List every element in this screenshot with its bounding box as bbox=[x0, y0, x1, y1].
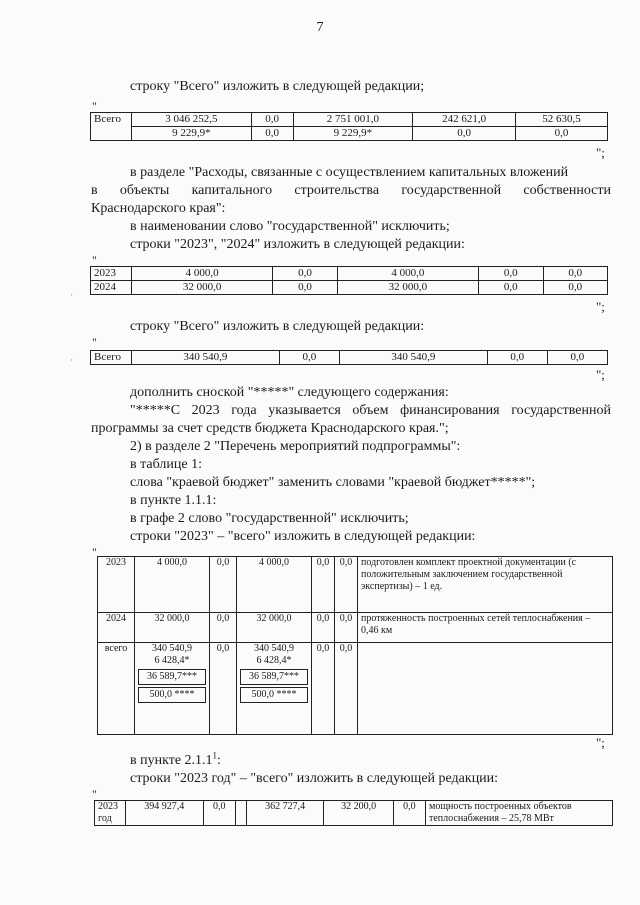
table-punkt-1-1-1 bbox=[97, 556, 613, 735]
cell: 9 229,9* bbox=[293, 127, 413, 141]
cell: 362 727,4 bbox=[246, 801, 324, 826]
para-razdel-line2: в объекты капитального строительства государственной собственности bbox=[91, 183, 611, 198]
cell-year: всего bbox=[98, 643, 135, 735]
cell-year bbox=[95, 801, 126, 826]
cell-result-text: протяженность построенных сетей теплоснабжения – 0,46 км bbox=[358, 613, 613, 643]
cell: 52 630,5 bbox=[516, 113, 608, 127]
cell: 0,0 bbox=[516, 127, 608, 141]
cell: 4 000,0 bbox=[132, 267, 273, 281]
close-quote: "; bbox=[596, 299, 605, 314]
cell: 0,0 bbox=[312, 643, 335, 735]
cell: 32 000,0 bbox=[135, 613, 210, 643]
cell: 0,0 bbox=[273, 281, 337, 295]
value: 500,0 **** bbox=[138, 687, 206, 703]
instruction-vsego-2: строку "Всего" изложить в следующей редакции: bbox=[130, 319, 425, 334]
instruction-stroki-vsego: строки "2023" – "всего" изложить в следующей редакции: bbox=[130, 529, 476, 544]
row-label: Всего bbox=[91, 113, 132, 141]
text: в пункте 2.1.1 bbox=[130, 753, 213, 768]
close-quote: "; bbox=[596, 367, 605, 382]
cell: 4 000,0 bbox=[237, 557, 312, 613]
cell: 0,0 bbox=[413, 127, 516, 141]
cell: 0,0 bbox=[543, 281, 608, 295]
cell: 4 000,0 bbox=[337, 267, 478, 281]
cell-empty bbox=[358, 643, 613, 735]
cell: 0,0 bbox=[210, 643, 237, 735]
cell: 32 200,0 bbox=[324, 801, 393, 826]
cell: 0,0 bbox=[210, 613, 237, 643]
cell: 0,0 bbox=[335, 613, 358, 643]
text: : bbox=[217, 753, 221, 768]
year-suffix: год bbox=[98, 813, 112, 824]
cell: 4 000,0 bbox=[135, 557, 210, 613]
page-number: 7 bbox=[316, 20, 324, 35]
cell: 394 927,4 bbox=[126, 801, 204, 826]
cell: 0,0 bbox=[547, 351, 607, 365]
cell: 0,0 bbox=[273, 267, 337, 281]
value: 6 428,4* bbox=[256, 655, 292, 666]
cell: 0,0 bbox=[312, 557, 335, 613]
close-quote: "; bbox=[596, 145, 605, 160]
year: 2023 bbox=[98, 801, 118, 812]
cell: 0,0 bbox=[479, 267, 543, 281]
cell-year: 2023 bbox=[98, 557, 135, 613]
close-quote: "; bbox=[596, 735, 605, 750]
instruction-punkt-2-1-1 bbox=[130, 752, 221, 770]
cell: 0,0 bbox=[251, 127, 293, 141]
instruction-stroki-god: строки "2023 год" – "всего" изложить в следующей редакции: bbox=[130, 771, 499, 786]
cell: 32 000,0 bbox=[132, 281, 273, 295]
cell: 0,0 bbox=[335, 557, 358, 613]
cell: 2 751 001,0 bbox=[293, 113, 413, 127]
cell: 0,0 bbox=[393, 801, 425, 826]
open-quote: " bbox=[92, 99, 97, 113]
superscript: 1 bbox=[212, 750, 218, 761]
para-razdel-line3: Краснодарского края": bbox=[91, 201, 226, 216]
open-quote: " bbox=[92, 335, 97, 349]
cell-subvalues bbox=[135, 643, 210, 735]
cell: 340 540,9 bbox=[339, 351, 487, 365]
table-vsego-2 bbox=[90, 350, 608, 365]
para-snoska-line2: программы за счет средств бюджета Краснодарского края."; bbox=[91, 421, 449, 436]
cell: 32 000,0 bbox=[237, 613, 312, 643]
instruction-punkt-1-1-1: в пункте 1.1.1: bbox=[130, 493, 217, 508]
value: 340 540,9 bbox=[152, 643, 192, 654]
instruction-slova: слова "краевой бюджет" заменить словами "краевой бюджет*****"; bbox=[130, 475, 536, 490]
margin-dot: · bbox=[70, 355, 73, 365]
table-punkt-2-1-1 bbox=[94, 800, 613, 826]
table-2023-2024 bbox=[90, 266, 608, 295]
para-razdel-line1: в разделе "Расходы, связанные с осуществлением капитальных вложений bbox=[130, 165, 569, 180]
cell-year: 2023 bbox=[91, 267, 132, 281]
cell: 340 540,9 bbox=[132, 351, 280, 365]
cell-empty bbox=[235, 801, 246, 826]
cell: 32 000,0 bbox=[337, 281, 478, 295]
instruction-razdel-2: 2) в разделе 2 "Перечень мероприятий подпрограммы": bbox=[130, 439, 461, 454]
cell-year: 2024 bbox=[91, 281, 132, 295]
cell: 9 229,9* bbox=[132, 127, 252, 141]
cell: 0,0 bbox=[487, 351, 547, 365]
open-quote: " bbox=[92, 787, 97, 801]
instruction-naimenovanie: в наименовании слово "государственной" исключить; bbox=[130, 219, 450, 234]
value: 36 589,7*** bbox=[240, 669, 308, 685]
value: 340 540,9 bbox=[254, 643, 294, 654]
instruction-vsego-1: строку "Всего" изложить в следующей редакции; bbox=[130, 79, 425, 94]
value: 500,0 **** bbox=[240, 687, 308, 703]
margin-dot: · bbox=[70, 290, 73, 300]
table-vsego-totals bbox=[90, 112, 608, 141]
cell-result-text: мощность построенных объектов теплоснабжения – 25,78 МВт bbox=[426, 801, 613, 826]
cell: 0,0 bbox=[203, 801, 235, 826]
para-snoska-line1: "*****С 2023 года указывается объем финансирования государственной bbox=[130, 403, 611, 418]
instruction-grafa-2: в графе 2 слово "государственной" исключить; bbox=[130, 511, 409, 526]
cell-result-text: подготовлен комплект проектной документации (с положительным заключением государственной экспертизы) – 1 ед. bbox=[358, 557, 613, 613]
value: 6 428,4* bbox=[154, 655, 190, 666]
cell-year: 2024 bbox=[98, 613, 135, 643]
cell: 0,0 bbox=[312, 613, 335, 643]
row-label: Всего bbox=[91, 351, 132, 365]
cell: 0,0 bbox=[479, 281, 543, 295]
cell: 242 621,0 bbox=[413, 113, 516, 127]
cell: 0,0 bbox=[335, 643, 358, 735]
open-quote: " bbox=[92, 253, 97, 267]
instruction-snoska: дополнить сноской "*****" следующего содержания: bbox=[130, 385, 449, 400]
cell: 0,0 bbox=[543, 267, 608, 281]
instruction-stroki-2023-2024: строки "2023", "2024" изложить в следующей редакции: bbox=[130, 237, 465, 252]
cell: 3 046 252,5 bbox=[132, 113, 252, 127]
open-quote: " bbox=[92, 545, 97, 559]
value: 36 589,7*** bbox=[138, 669, 206, 685]
cell: 0,0 bbox=[210, 557, 237, 613]
cell: 0,0 bbox=[251, 113, 293, 127]
cell: 0,0 bbox=[279, 351, 339, 365]
instruction-tablica-1: в таблице 1: bbox=[130, 457, 202, 472]
cell-subvalues bbox=[237, 643, 312, 735]
